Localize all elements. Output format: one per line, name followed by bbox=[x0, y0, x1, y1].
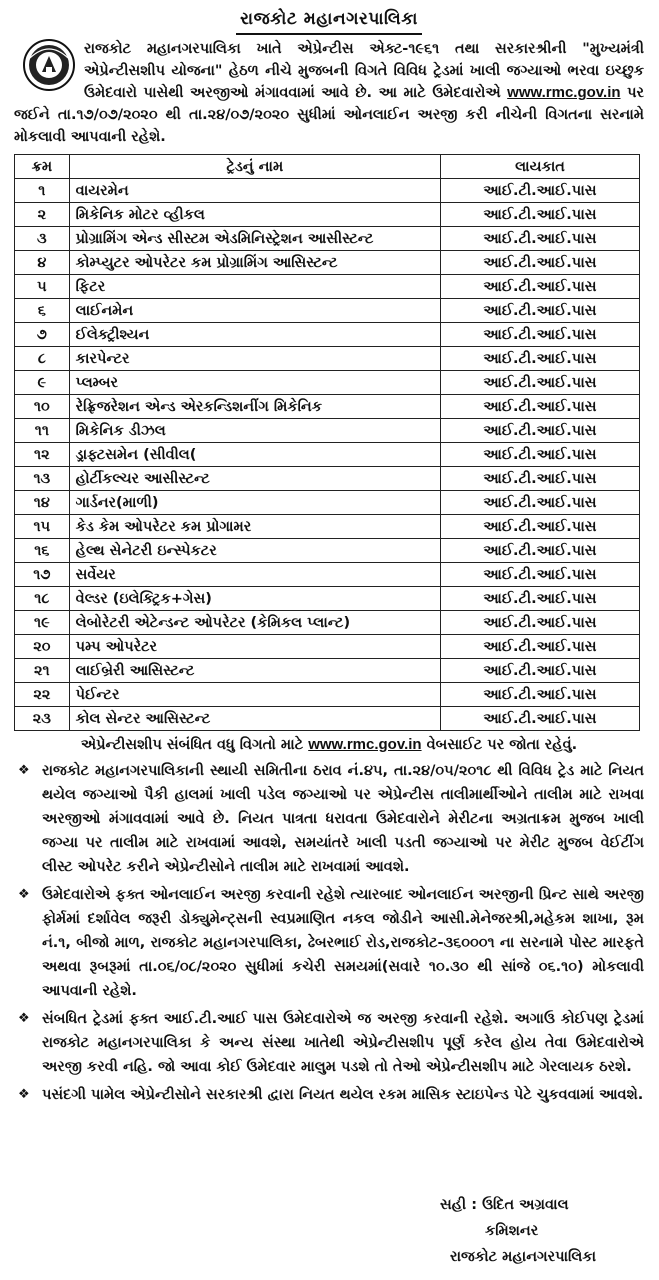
serial-cell: ૫ bbox=[15, 275, 70, 299]
table-row bbox=[15, 635, 640, 659]
table-row bbox=[15, 539, 640, 563]
table-row bbox=[15, 203, 640, 227]
table-row bbox=[15, 611, 640, 635]
trade-name-cell: મિકેનિક મોટર વ્હીકલ bbox=[69, 203, 440, 227]
table-row bbox=[15, 419, 640, 443]
bullet-icon: ❖ bbox=[18, 1011, 30, 1026]
trade-name-cell: પ્રોગ્રામિંગ એન્ડ સીસ્ટમ એડમિનિસ્ટ્રેશન આસીસ્ટન્ટ bbox=[69, 227, 440, 251]
serial-cell: ૨૩ bbox=[15, 707, 70, 731]
more-info-text-1: એપ્રેન્ટીસશીપ સંબંધિત વધુ વિગતો માટે bbox=[80, 737, 304, 753]
signature-block bbox=[440, 1192, 640, 1270]
serial-cell: ૭ bbox=[15, 323, 70, 347]
qualification-cell: આઈ.ટી.આઈ.પાસ bbox=[440, 179, 639, 203]
signature-organization: રાજકોટ મહાનગરપાલિકા bbox=[450, 1249, 597, 1265]
qualification-cell: આઈ.ટી.આઈ.પાસ bbox=[440, 203, 639, 227]
title-wrap bbox=[14, 6, 644, 38]
table-row bbox=[15, 467, 640, 491]
serial-cell: ૯ bbox=[15, 371, 70, 395]
col-header-serial: ક્રમ bbox=[15, 155, 70, 179]
table-row bbox=[15, 491, 640, 515]
more-info-text-2: વેબસાઈટ પર જોતા રહેવું. bbox=[426, 737, 578, 753]
intro-text-1: રાજકોટ મહાનગરપાલિકા ખાતે એપ્રેન્ટીસ એક્ટ-૧૯૬૧ તથા સરકારશ્રીની "મુખ્યમંત્રી એપ્રેન્ટીસશીપ યોજના" હેઠળ નીચે મુજબની વિગતે વિવિધ ટ્રેડમાં ખાલી જગ્યાઓ ભરવા ઇચ્છુક ઉમેદવારો પાસેથી અરજીઓ મંગાવવામાં આવે છે. આ માટે ઉમેદવારોએ bbox=[84, 41, 644, 101]
table-row bbox=[15, 179, 640, 203]
table-row bbox=[15, 251, 640, 275]
qualification-cell: આઈ.ટી.આઈ.પાસ bbox=[440, 539, 639, 563]
table-row bbox=[15, 683, 640, 707]
serial-cell: ૧ bbox=[15, 179, 70, 203]
table-row bbox=[15, 347, 640, 371]
trade-name-cell: કોલ સેન્ટર આસિસ્ટન્ટ bbox=[69, 707, 440, 731]
rmc-emblem-icon bbox=[22, 38, 76, 92]
table-row bbox=[15, 563, 640, 587]
serial-cell: ૧૬ bbox=[15, 539, 70, 563]
table-row bbox=[15, 227, 640, 251]
table-row bbox=[15, 443, 640, 467]
trade-name-cell: ડ્રાફ્ટસમેન (સીવીલ( bbox=[69, 443, 440, 467]
trade-name-cell: કોમ્પ્યુટર ઓપરેટર કમ પ્રોગ્રામિંગ આસિસ્ટન્ટ bbox=[69, 251, 440, 275]
qualification-cell: આઈ.ટી.આઈ.પાસ bbox=[440, 563, 639, 587]
qualification-cell: આઈ.ટી.આઈ.પાસ bbox=[440, 251, 639, 275]
qualification-cell: આઈ.ટી.આઈ.પાસ bbox=[440, 395, 639, 419]
serial-cell: ૧૧ bbox=[15, 419, 70, 443]
qualification-cell: આઈ.ટી.આઈ.પાસ bbox=[440, 443, 639, 467]
trade-name-cell: પેઈન્ટર bbox=[69, 683, 440, 707]
serial-cell: ૧૪ bbox=[15, 491, 70, 515]
trade-name-cell: કારપેન્ટર bbox=[69, 347, 440, 371]
table-row bbox=[15, 395, 640, 419]
note-text: સંબધિત ટ્રેડમાં ફક્ત આઈ.ટી.આઈ પાસ ઉમેદવારોએ જ અરજી કરવાની રહેશે. અગાઉ કોઈપણ ટ્રેડમાં રાજકોટ મહાનગરપાલિકા કે અન્ય સંસ્થા ખાતેથી એપ્રેન્ટીસશીપ પૂર્ણ કરેલ હોય તેવા ઉમેદવારોએ અરજી કરવી નહિ. જો આવા કોઈ ઉમેદવાર માલુમ પડશે તો તેઓ એપ્રેન્ટીસશીપ માટે ગેરલાયક ઠરશે. bbox=[42, 1011, 644, 1075]
qualification-cell: આઈ.ટી.આઈ.પાસ bbox=[440, 515, 639, 539]
qualification-cell: આઈ.ટી.આઈ.પાસ bbox=[440, 707, 639, 731]
signature-designation: કમિશનર bbox=[485, 1223, 539, 1239]
serial-cell: ૧૦ bbox=[15, 395, 70, 419]
qualification-cell: આઈ.ટી.આઈ.પાસ bbox=[440, 227, 639, 251]
qualification-cell: આઈ.ટી.આઈ.પાસ bbox=[440, 299, 639, 323]
trade-name-cell: ઈલેક્ટ્રીશ્યન bbox=[69, 323, 440, 347]
trade-name-cell: લાઈબ્રેરી આસિસ્ટન્ટ bbox=[69, 659, 440, 683]
intro-paragraph bbox=[14, 38, 644, 148]
table-row bbox=[15, 659, 640, 683]
serial-cell: ૧૮ bbox=[15, 587, 70, 611]
table-header-row bbox=[15, 155, 640, 179]
serial-cell: ૧૨ bbox=[15, 443, 70, 467]
list-item bbox=[14, 1007, 644, 1079]
serial-cell: ૪ bbox=[15, 251, 70, 275]
list-item bbox=[14, 759, 644, 879]
table-row bbox=[15, 371, 640, 395]
qualification-cell: આઈ.ટી.આઈ.પાસ bbox=[440, 611, 639, 635]
serial-cell: ૨૨ bbox=[15, 683, 70, 707]
trade-name-cell: લાઈનમેન bbox=[69, 299, 440, 323]
table-row bbox=[15, 275, 640, 299]
serial-cell: ૧૯ bbox=[15, 611, 70, 635]
list-item bbox=[14, 883, 644, 1003]
qualification-cell: આઈ.ટી.આઈ.પાસ bbox=[440, 635, 639, 659]
trade-name-cell: મિકેનિક ડીઝલ bbox=[69, 419, 440, 443]
table-row bbox=[15, 515, 640, 539]
note-text: ઉમેદવારોએ ફક્ત ઓનલાઈન અરજી કરવાની રહેશે ત્યારબાદ ઓનલાઈન અરજીની પ્રિન્ટ સાથે અરજી ફોર્મમાં દર્શાવેલ જરૂરી ડોક્યુમેન્ટ્સની સ્વપ્રમાણિત નકલ જોડીને આસી.મેનેજરશ્રી,મહેકમ શાખા, રૂમ નં.૧, બીજો માળ, રાજકોટ મહાનગરપાલિકા, ઢેબરભાઈ રોડ,રાજકોટ-૩૬૦૦૦૧ ના સરનામે પોસ્ટ મારફતે અથવા રૂબરૂમાં તા.૦૬/૦૮/૨૦૨૦ સુધીમાં કચેરી સમયમાં(સવારે ૧૦.૩૦ થી સાંજે ૦૬.૧૦) મોકલાવી આપવાની રહેશે. bbox=[42, 887, 644, 999]
trade-name-cell: વાયરમેન bbox=[69, 179, 440, 203]
serial-cell: ૩ bbox=[15, 227, 70, 251]
page-title: રાજકોટ મહાનગરપાલિકા bbox=[236, 6, 422, 35]
intro-text-2: પર જઈને તા.૧૭/૦૭/૨૦૨૦ થી તા.૨૪/૦૭/૨૦૨૦ સુધીમાં ઓનલાઈન અરજી કરી નીચેની વિગતના સરનામે મોકલાવી આપવાની રહેશે. bbox=[14, 85, 644, 145]
qualification-cell: આઈ.ટી.આઈ.પાસ bbox=[440, 587, 639, 611]
qualification-cell: આઈ.ટી.આઈ.પાસ bbox=[440, 419, 639, 443]
serial-cell: ૧૭ bbox=[15, 563, 70, 587]
table-row bbox=[15, 323, 640, 347]
list-item bbox=[14, 1083, 644, 1107]
serial-cell: ૨ bbox=[15, 203, 70, 227]
table-body bbox=[15, 179, 640, 731]
bullet-icon: ❖ bbox=[18, 1087, 30, 1102]
col-header-trade: ટ્રેડનું નામ bbox=[69, 155, 440, 179]
table-row bbox=[15, 587, 640, 611]
qualification-cell: આઈ.ટી.આઈ.પાસ bbox=[440, 491, 639, 515]
trade-name-cell: વેલ્ડર (ઇલેક્ટ્રિક+ગેસ) bbox=[69, 587, 440, 611]
trade-name-cell: પ્લમ્બર bbox=[69, 371, 440, 395]
trade-name-cell: હેલ્થ સેનેટરી ઇન્સ્પેકટર bbox=[69, 539, 440, 563]
note-text: રાજકોટ મહાનગરપાલિકાની સ્થાયી સમિતીના ઠરાવ નં.૪૫, તા.૨૪/૦૫/૨૦૧૮ થી વિવિધ ટ્રેડ માટે નિયત થયેલ જગ્યાઓ પૈકી હાલમાં ખાલી પડેલ જગ્યાઓ પર એપ્રેન્ટીસ તાલીમાર્થીઓને તાલીમ માટે રાખવા અરજીઓ મંગાવવામાં આવે છે. નિયત પાત્રતા ધરાવતા ઉમેદવારોને મેરીટના અગ્રતાક્રમ મુજબ ખાલી જગ્યા પર તાલીમ માટે રાખવામાં આવશે, સમયાંતરે ખાલી પડતી જગ્યાઓ પર મેરીટ મુજબ વેઈટીંગ લીસ્ટ ઓપરેટ કરીને એપ્રેન્ટીસોને તાલીમ માટે રાખવામાં આવશે. bbox=[42, 763, 644, 875]
table-row bbox=[15, 707, 640, 731]
trade-name-cell: હોર્ટીકલ્ચર આસીસ્ટન્ટ bbox=[69, 467, 440, 491]
qualification-cell: આઈ.ટી.આઈ.પાસ bbox=[440, 659, 639, 683]
qualification-cell: આઈ.ટી.આઈ.પાસ bbox=[440, 323, 639, 347]
trade-name-cell: ફિટર bbox=[69, 275, 440, 299]
trade-name-cell: ગાર્ડનર(માળી) bbox=[69, 491, 440, 515]
trade-name-cell: રેફ્રિજરેશન એન્ડ એરકન્ડિશનીંગ મિકેનિક bbox=[69, 395, 440, 419]
bullet-icon: ❖ bbox=[18, 887, 30, 902]
trade-name-cell: પમ્પ ઓપરેટર bbox=[69, 635, 440, 659]
serial-cell: ૧૩ bbox=[15, 467, 70, 491]
qualification-cell: આઈ.ટી.આઈ.પાસ bbox=[440, 467, 639, 491]
signature-name: સહી : ઉદિત અગ્રવાલ bbox=[440, 1197, 569, 1213]
trade-name-cell: કેડ કેમ ઓપરેટર કમ પ્રોગામર bbox=[69, 515, 440, 539]
col-header-qualification: લાયકાત bbox=[440, 155, 639, 179]
qualification-cell: આઈ.ટી.આઈ.પાસ bbox=[440, 347, 639, 371]
trades-table bbox=[14, 154, 640, 731]
serial-cell: ૨૦ bbox=[15, 635, 70, 659]
serial-cell: ૬ bbox=[15, 299, 70, 323]
serial-cell: ૨૧ bbox=[15, 659, 70, 683]
more-info-line bbox=[14, 733, 644, 757]
qualification-cell: આઈ.ટી.આઈ.પાસ bbox=[440, 275, 639, 299]
trade-name-cell: સર્વેયર bbox=[69, 563, 440, 587]
trade-name-cell: લેબોરેટરી એટેન્ડન્ટ ઓપરેટર (કેમિકલ પ્લાન્ટ) bbox=[69, 611, 440, 635]
note-text: પસંદગી પામેલ એપ્રેન્ટીસોને સરકારશ્રી દ્વારા નિયત થયેલ રકમ માસિક સ્ટાઇપેન્ડ પેટે ચુકવવામાં આવશે. bbox=[42, 1087, 644, 1103]
more-info-link[interactable]: www.rmc.gov.in bbox=[308, 736, 422, 753]
serial-cell: ૧૫ bbox=[15, 515, 70, 539]
serial-cell: ૮ bbox=[15, 347, 70, 371]
bullet-icon: ❖ bbox=[18, 763, 30, 778]
notice-page bbox=[14, 6, 644, 1111]
table-row bbox=[15, 299, 640, 323]
website-link[interactable]: www.rmc.gov.in bbox=[507, 84, 621, 101]
notes-list bbox=[14, 759, 644, 1107]
qualification-cell: આઈ.ટી.આઈ.પાસ bbox=[440, 683, 639, 707]
qualification-cell: આઈ.ટી.આઈ.પાસ bbox=[440, 371, 639, 395]
